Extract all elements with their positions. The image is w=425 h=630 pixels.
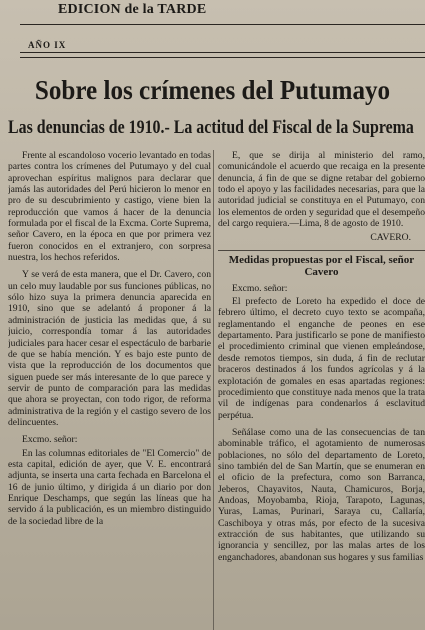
headline: Sobre los crímenes del Putumayo [34, 75, 391, 105]
left-paragraph-1: Frente al escandoloso vocerio levantado en todas partes contra los crímenes del Putumayo y del cual aprovechan espíritus malignos para declarar que jamás las autoridades del Perú hicieron lo menor en pro de su descubrimiento y castigo, viene bien la reproducción que vamos á hacer de la denuncia formulada por el fiscal de la Excma. Corte Suprema, señor Cavero, en la época en que por primera vez fueron conocidos en el extranjero, con sorpresa nuestra, los hechos referidos. [8, 150, 211, 264]
signature: CAVERO. [370, 232, 411, 244]
right-column [218, 150, 425, 630]
subheadline: Las denuncias de 1910.- La actitud del Fiscal de la Suprema [8, 118, 414, 138]
left-paragraph-3: En las columnas editoriales de "El Comercio" de esta capital, edición de ayer, que V. E. encontrará adjunta, se inserta una carta fechada en Barcelona el 16 de junio último, y dirigida á un diario por don Enrique Deschamps, que según las líneas que ha servido á la publicación, es un miembro distinguido de la sociedad libre de la [8, 447, 211, 527]
left-column [8, 150, 211, 630]
right-paragraph-2: El prefecto de Loreto ha expedido el doce de febrero último, el decreto cuyo texto se acompaña, reglamentando el enganche de peones en ese departamento. Para justificarlo se pone de manifiesto el procedimiento criminal que vienen empleándose, desde remotos tiempos, sin duda, á fin de reclutar braceros destinados á los fundos agrícolas y á la explotación de gomales en esas apartadas regiones: procedimiento que constituye nada menos que la trata vil de indígenas para condenarlos á esclavitud perpétua. [218, 296, 425, 421]
year-label: AÑO IX [28, 40, 67, 50]
header-rule [20, 52, 425, 53]
right-paragraph-3: Señálase como una de las consecuencias de tan abominable tráfico, el agotamiento de numerosas poblaciones, no sólo del departamento de Loreto, sino también del de San Martín, que se enumeran en el oficio de la prefectura, como son Barranca, Jeberos, Chayavitos, Nauta, Chamicuros, Borja, Andoas, Moyobamba, Rioja, Tarapoto, Lagunas, Yuras, Lamas, Purinari, Saraya cu, Callaría, Caschiboya y otras más, por efecto de la sucesiva extracción de sus habitantes, que utilizando su ignorancia y sencillez, por las malas artes de los enganchadores, abandonan sus hogares y sus familias [218, 426, 425, 563]
right-salutation: Excmo. señor: [232, 282, 288, 294]
column-divider [213, 150, 214, 630]
right-paragraph-1: E, que se dirija al ministerio del ramo, comunicándole el acuerdo que recaiga en la presente denuncia, á fin de que se digne retabar del gobierno todo el apoyo y las facilidades necesarias, para que la autoridad judicial se constituya en el Putumayo, con los elementos de orden y seguridad que el desempeño del cargo requiera.—Lima, 8 de agosto de 1910. [218, 150, 425, 230]
header-rule-thin [20, 57, 425, 58]
left-paragraph-2: Y se verá de esta manera, que el Dr. Cavero, con un celo muy laudable por sus funciones públicas, no sólo hizo suya la primera denuncia aparecida en 1910, sino que se adelantó á proponer á la administración de justicia las medidas que, á su juicio, correspondía tomar á las autoridades judiciales para hacer cesar el espectáculo de barbarie de que se había mención. Y es bajo este punto de vista que la reproducción de los documentos que siguen puede ser más interesante de lo que parece y servir de punto de comparación para las medidas que ahora se proyectan, con todo rigor, de reforma administrativa de la región y el castigo severo de los delincuentes. [8, 269, 211, 428]
section-title: Medidas propuestas por el Fiscal, señor Cavero [218, 250, 425, 279]
left-salutation: Excmo. señor: [22, 434, 78, 446]
top-rule [20, 24, 425, 25]
masthead: EDICION de la TARDE [58, 2, 207, 17]
